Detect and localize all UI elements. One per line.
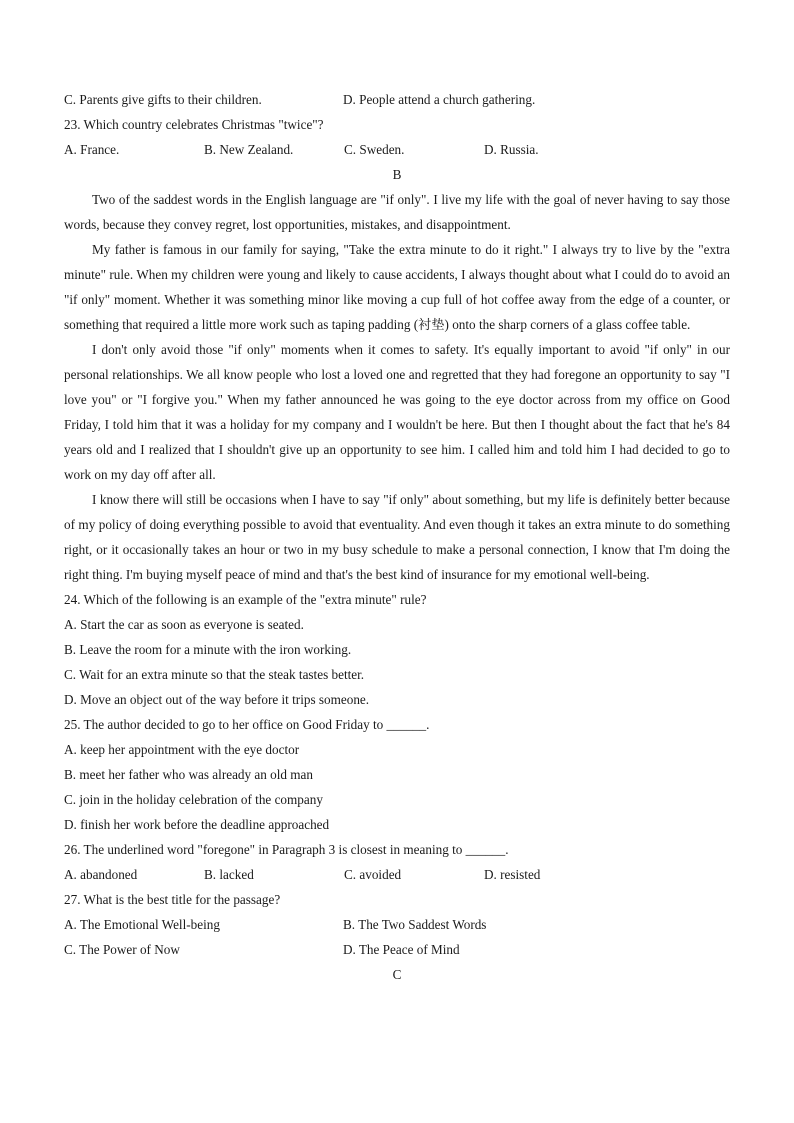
q27-stem: 27. What is the best title for the passage?: [64, 892, 281, 907]
q24-option-b: B. Leave the room for a minute with the iron working.: [64, 642, 352, 657]
option-b: B. The Two Saddest Words: [343, 917, 487, 932]
option-a: A. abandoned: [64, 867, 138, 882]
q27-options-row-2: [64, 937, 730, 962]
q25-option-b: B. meet her father who was already an old man: [64, 767, 314, 782]
option-c: C. Parents give gifts to their children.: [64, 92, 262, 107]
q26-options: [64, 862, 730, 887]
exam-page: [64, 87, 730, 987]
passage-paragraph-3: I don't only avoid those "if only" moments when it comes to safety. It's equally important to avoid "if only" in our personal relationships. We all know people who lost a loved one and regretted that they had foregone an opportunity to say "I love you" or "I forgive you." When my father announced he was going to the eye doctor across from my office on Good Friday, I told him that it was a holiday for my company and I wouldn't be here. But then I thought about the fact that he's 84 years old and I realized that I shouldn't give up an opportunity to see him. I called him and told him I had decided to go to work on my day off after all.: [64, 342, 730, 482]
q24-option-a: A. Start the car as soon as everyone is seated.: [64, 617, 304, 632]
option-c: C. avoided: [344, 867, 402, 882]
q25-option-d: D. finish her work before the deadline approached: [64, 817, 330, 832]
option-a: A. France.: [64, 142, 120, 157]
option-d: D. The Peace of Mind: [343, 942, 460, 957]
q25-stem: 25. The author decided to go to her office on Good Friday to ______.: [64, 717, 430, 732]
q24-stem: 24. Which of the following is an example of the "extra minute" rule?: [64, 592, 427, 607]
passage-paragraph-4: I know there will still be occasions when I have to say "if only" about something, but my life is definitely better because of my policy of doing everything possible to avoid that eventuality. And even though it takes an extra minute to do something right, or it occasionally takes an hour or two in my busy schedule to make a personal connection, I know that I'm doing the right thing. I'm buying myself peace of mind and that's the best kind of insurance for my emotional well-being.: [64, 492, 730, 582]
option-a: A. The Emotional Well-being: [64, 917, 220, 932]
q23-options: [64, 137, 730, 162]
q24-option-d: D. Move an object out of the way before it trips someone.: [64, 692, 370, 707]
passage-paragraph-2: My father is famous in our family for saying, "Take the extra minute to do it right." I always try to live by the "extra minute" rule. When my children were young and likely to cause accidents, I always thought about what I could do to avoid an "if only" moment. Whether it was something minor like moving a cup full of hot coffee away from the edge of a counter, or something that required a little more work such as taping padding (衬垫) onto the sharp corners of a glass coffee table.: [64, 242, 730, 332]
q25-option-a: A. keep her appointment with the eye doctor: [64, 742, 300, 757]
q22-options-row: [64, 87, 730, 112]
passage-paragraph-1: Two of the saddest words in the English language are "if only". I live my life with the goal of never having to say those words, because they convey regret, lost opportunities, mistakes, and disappointment.: [64, 192, 730, 232]
option-c: C. The Power of Now: [64, 942, 180, 957]
option-b: B. lacked: [204, 867, 254, 882]
option-d: D. resisted: [484, 867, 541, 882]
q25-option-c: C. join in the holiday celebration of the company: [64, 792, 323, 807]
q23-stem: 23. Which country celebrates Christmas "twice"?: [64, 117, 324, 132]
q26-stem: 26. The underlined word "foregone" in Paragraph 3 is closest in meaning to ______.: [64, 842, 509, 857]
option-d: D. People attend a church gathering.: [343, 92, 536, 107]
q24-option-c: C. Wait for an extra minute so that the steak tastes better.: [64, 667, 365, 682]
section-heading-b: B: [392, 167, 402, 182]
q27-options-row-1: [64, 912, 730, 937]
option-c: C. Sweden.: [344, 142, 405, 157]
option-d: D. Russia.: [484, 142, 539, 157]
option-b: B. New Zealand.: [204, 142, 294, 157]
section-heading-c: C: [392, 967, 402, 982]
